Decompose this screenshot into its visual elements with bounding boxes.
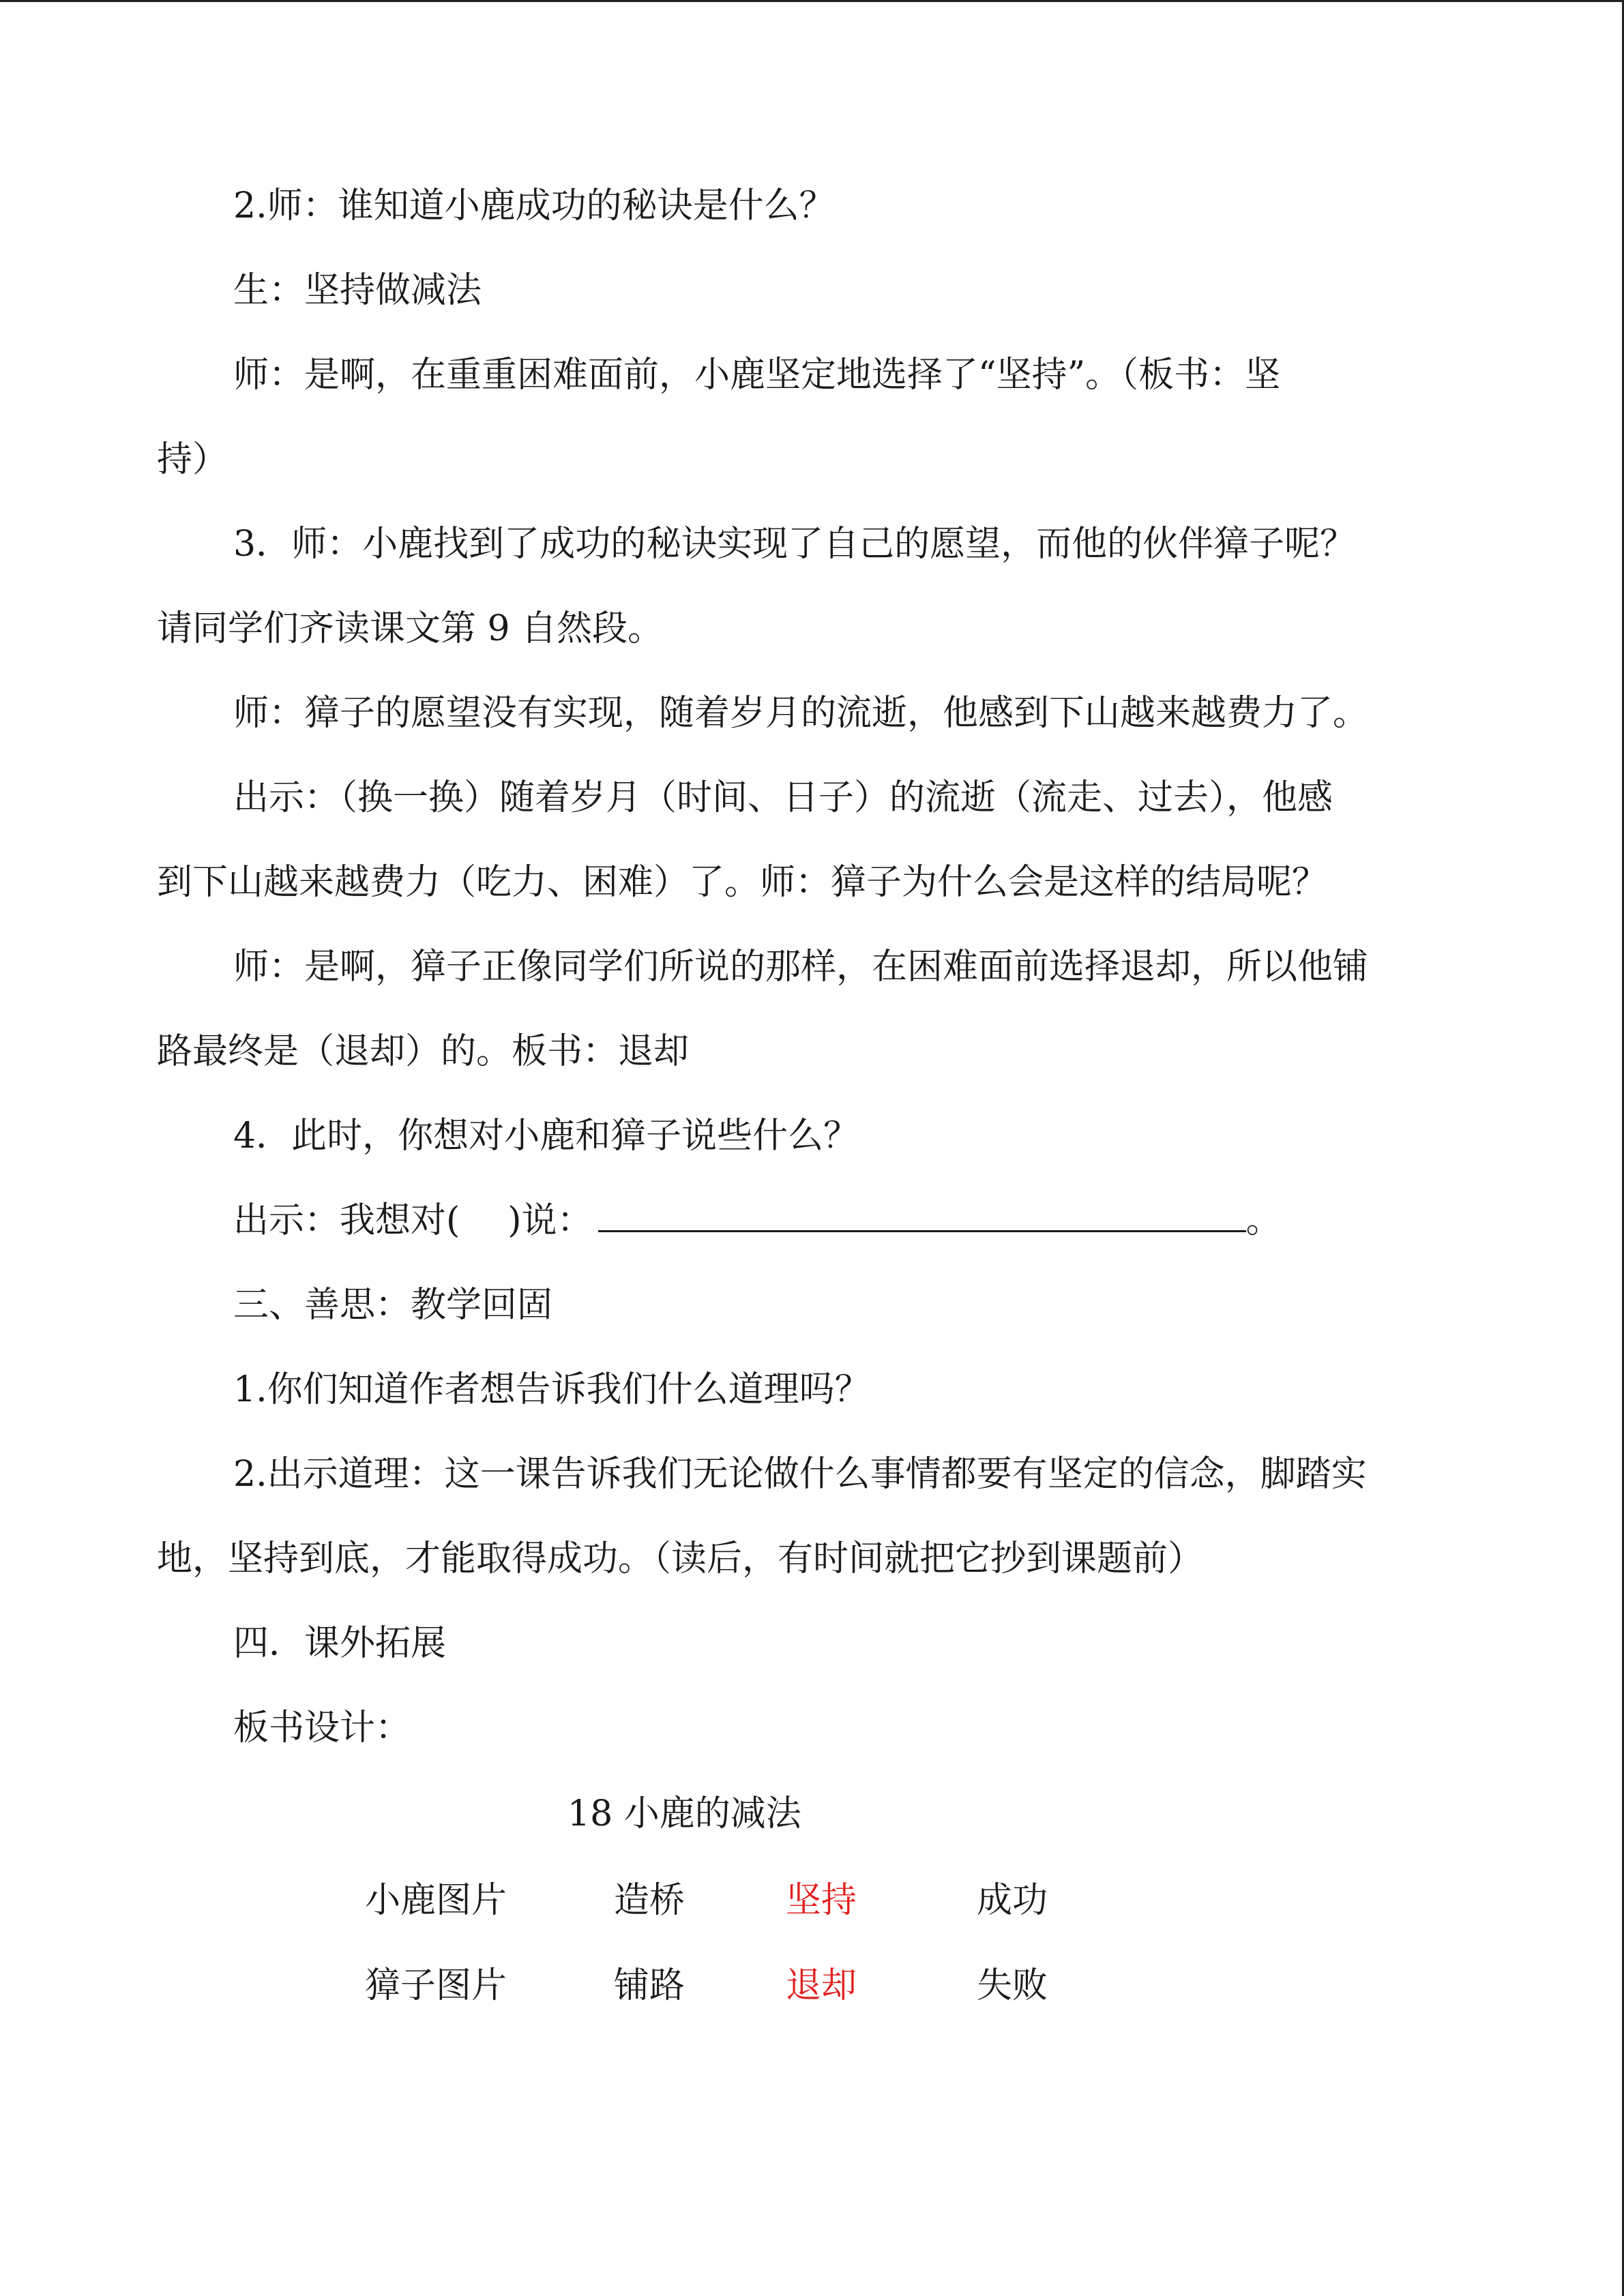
fill-in-prefix: 出示：我想对(: [233, 1200, 460, 1241]
board-cell-picture: 小鹿图片: [365, 1880, 507, 1921]
document-body: [157, 164, 1460, 1770]
board-cell-attitude: 坚持: [786, 1880, 857, 1921]
fill-in-middle: )说：: [507, 1200, 593, 1241]
fill-in-suffix: 。: [1245, 1200, 1282, 1241]
board-cell-action: 铺路: [614, 1965, 685, 2006]
paragraph-6-cont: 到下山越来越费力（吃力、困难）了。师：獐子为什么会是这样的结局呢？: [157, 862, 1328, 903]
section-heading-3: 三、善思：教学回固: [233, 1285, 553, 1326]
paragraph-4-cont: 请同学们齐读课文第 9 自然段。: [157, 608, 664, 649]
paragraph-6: 出示：（换一换）随着岁月（时间、日子）的流逝（流走、过去），他感: [233, 777, 1333, 818]
paragraph-5: 师：獐子的愿望没有实现，随着岁月的流逝，他感到下山越来越费力了。: [233, 693, 1369, 734]
paragraph-7-cont: 路最终是（退却）的。板书：退却: [157, 1031, 690, 1072]
fill-in-line: [157, 1178, 1460, 1263]
paragraph-1: 2.师：谁知道小鹿成功的秘诀是什么？: [233, 185, 835, 226]
board-cell-action: 造桥: [614, 1880, 685, 1921]
board-cell-result: 失败: [977, 1965, 1048, 2006]
board-cell-picture: 獐子图片: [365, 1965, 507, 2006]
board-row-deer: [0, 1873, 1624, 1928]
paragraph-10-cont: 地，坚持到底，才能取得成功。（读后，有时间就把它抄到课题前）: [157, 1538, 1204, 1579]
board-design-label: 板书设计：: [233, 1708, 411, 1748]
paragraph-9: 1.你们知道作者想告诉我们什么道理吗？: [233, 1369, 870, 1410]
paragraph-2: 生：坚持做减法: [233, 270, 482, 311]
paragraph-3-cont: 持）: [157, 439, 228, 480]
board-cell-attitude: 退却: [786, 1965, 857, 2006]
paragraph-7: 师：是啊，獐子正像同学们所说的那样，在困难面前选择退却，所以他铺: [233, 946, 1369, 987]
section-heading-4: 四．课外拓展: [233, 1623, 447, 1664]
board-row-roe: [0, 1958, 1624, 2013]
paragraph-10: 2.出示道理：这一课告诉我们无论做什么事情都要有坚定的信念，脚踏实: [233, 1454, 1367, 1495]
board-cell-result: 成功: [977, 1880, 1048, 1921]
paragraph-3: 师：是啊，在重重困难面前，小鹿坚定地选择了“坚持”。（板书：坚: [233, 355, 1281, 396]
paragraph-4: 3．师：小鹿找到了成功的秘诀实现了自己的愿望，而他的伙伴獐子呢？: [233, 524, 1356, 565]
fill-in-underline: [598, 1195, 1246, 1232]
board-title: 18 小鹿的减法: [567, 1793, 801, 1834]
paragraph-8: 4．此时，你想对小鹿和獐子说些什么？: [233, 1116, 859, 1157]
page-top-border: [0, 0, 1624, 2]
